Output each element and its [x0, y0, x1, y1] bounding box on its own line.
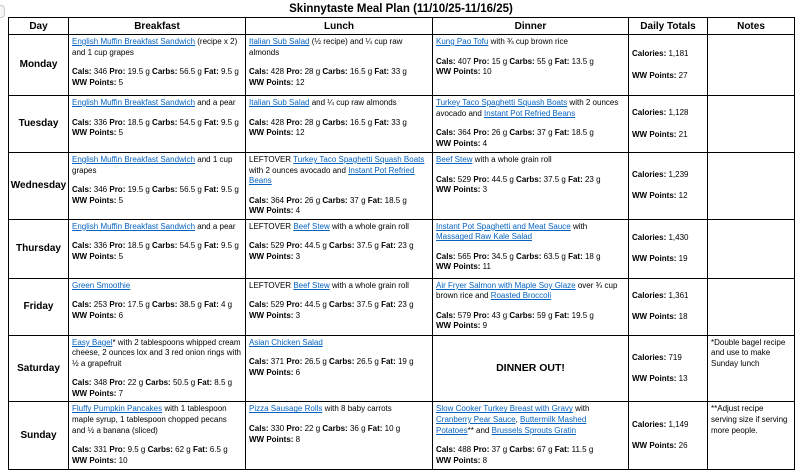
recipe-link[interactable]: Slow Cooker Turkey Breast with Gravy [436, 404, 573, 414]
recipe-link[interactable]: Pizza Sausage Rolls [249, 404, 323, 414]
dinner-cell-friday [433, 278, 629, 335]
calories-total: Calories: 1,239 [632, 169, 689, 179]
daily-totals-cell-sunday [629, 402, 708, 470]
ww-points-total: WW Points: 21 [632, 129, 688, 139]
macros-line: Cals: 364 Pro: 26 g Carbs: 37 g Fat: 18.5 g [249, 195, 407, 205]
calories-total: Calories: 1,181 [632, 48, 689, 58]
ww-points-line: WW Points: 6 [249, 367, 301, 377]
calories-total: Calories: 1,361 [632, 290, 689, 300]
meal-description [72, 281, 242, 292]
macros-line: Cals: 346 Pro: 19.5 g Carbs: 56.5 g Fat: 9.5 g [72, 185, 239, 195]
ww-points-line: WW Points: 5 [72, 195, 124, 205]
day-cell-tuesday: Tuesday [9, 96, 69, 153]
meal-description: Italian Sub Salad (½ recipe) and ¼ cup raw almonds [249, 37, 403, 57]
meal-description: Italian Sub Salad and ¼ cup raw almonds [249, 98, 397, 107]
meal-row-tuesday [9, 96, 795, 153]
meal-description: LEFTOVER Beef Stew with a whole grain roll [249, 221, 409, 231]
col-header-day: Day [9, 18, 69, 35]
daily-totals-cell-thursday [629, 219, 708, 278]
breakfast-cell-tuesday [69, 96, 246, 153]
ww-points-line: WW Points: 11 [436, 262, 491, 272]
recipe-link[interactable]: Buttermilk Mashed Potatoes [436, 415, 587, 435]
macros-line: Cals: 565 Pro: 34.5 g Carbs: 63.5 g Fat: 18 g [436, 251, 601, 261]
ww-points-line: WW Points: 5 [72, 251, 124, 261]
recipe-link[interactable]: Cranberry Pear Sauce [436, 415, 516, 425]
recipe-link[interactable]: English Muffin Breakfast Sandwich [72, 221, 196, 231]
header-row [9, 18, 795, 35]
macros-line: Cals: 529 Pro: 44.5 g Carbs: 37.5 g Fat: 23 g [249, 241, 414, 251]
recipe-link[interactable]: Easy Bagel [72, 337, 113, 347]
meal-row-wednesday [9, 153, 795, 220]
meal-description: Fluffy Pumpkin Pancakes with 1 tablespoon maple syrup, 1 tablespoon chopped pecans and ½ a banana (sliced) [72, 404, 227, 435]
macros-line: Cals: 579 Pro: 43 g Carbs: 59 g Fat: 19.5 g [436, 310, 594, 320]
window-edge-fragment [0, 5, 5, 18]
recipe-link[interactable]: Beef Stew [293, 280, 330, 290]
recipe-link[interactable]: Turkey Taco Spaghetti Squash Boats [293, 155, 425, 164]
dinner-cell-thursday [433, 219, 629, 278]
ww-points-line: WW Points: 8 [436, 455, 488, 465]
recipe-link[interactable]: Instant Pot Spaghetti and Meat Sauce [436, 221, 571, 231]
col-header-breakfast: Breakfast [69, 18, 246, 35]
notes-cell-sunday: **Adjust recipe serving size if serving more people. [708, 402, 795, 470]
recipe-link[interactable]: Beef Stew [293, 221, 330, 231]
notes-cell-tuesday [708, 96, 795, 153]
meal-description: Pizza Sausage Rolls with 8 baby carrots [249, 404, 392, 414]
meal-description [249, 338, 429, 349]
meal-description: Instant Pot Spaghetti and Meat Sauce with Massaged Raw Kale Salad [436, 221, 588, 242]
notes-cell-wednesday [708, 153, 795, 220]
lunch-cell-sunday [246, 402, 433, 470]
meal-description: Kung Pao Tofu with ¾ cup brown rice [436, 37, 568, 46]
meal-description: LEFTOVER Beef Stew with a whole grain roll [249, 280, 409, 290]
meal-description: English Muffin Breakfast Sandwich and a pear [72, 98, 236, 107]
ww-points-line: WW Points: 12 [249, 128, 305, 138]
breakfast-cell-friday [69, 278, 246, 335]
recipe-link[interactable]: Green Smoothie [72, 280, 131, 290]
meal-description: LEFTOVER Turkey Taco Spaghetti Squash Boats with 2 ounces avocado and Instant Pot Refried Beans [249, 155, 425, 186]
table-header [9, 18, 795, 35]
day-cell-sunday: Sunday [9, 402, 69, 470]
day-cell-thursday: Thursday [9, 219, 69, 278]
recipe-link[interactable]: English Muffin Breakfast Sandwich [72, 155, 196, 164]
meal-description: English Muffin Breakfast Sandwich and a pear [72, 221, 236, 231]
ww-points-line: WW Points: 4 [436, 138, 488, 148]
dinner-cell-sunday [433, 402, 629, 470]
daily-totals-cell-tuesday [629, 96, 708, 153]
daily-totals-cell-friday [629, 278, 708, 335]
ww-points-line: WW Points: 10 [436, 67, 492, 77]
recipe-link[interactable]: Italian Sub Salad [249, 37, 310, 46]
lunch-cell-friday [246, 278, 433, 335]
lunch-cell-saturday [246, 335, 433, 402]
day-cell-monday: Monday [9, 35, 69, 96]
macros-line: Cals: 428 Pro: 28 g Carbs: 16.5 g Fat: 33 g [249, 67, 407, 77]
ww-points-line: WW Points: 8 [249, 434, 301, 444]
calories-total: Calories: 1,149 [632, 419, 689, 429]
dinner-out-label: DINNER OUT! [496, 361, 565, 374]
col-header-daily-totals: Daily Totals [629, 18, 708, 35]
day-cell-friday: Friday [9, 278, 69, 335]
meal-table-rows [9, 35, 795, 470]
ww-points-line: WW Points: 7 [72, 388, 124, 398]
recipe-link[interactable]: English Muffin Breakfast Sandwich [72, 98, 196, 107]
recipe-link[interactable]: Roasted Broccoli [490, 291, 552, 301]
meal-description: Beef Stew with a whole grain roll [436, 155, 552, 164]
daily-totals-cell-monday [629, 35, 708, 96]
meal-description: Turkey Taco Spaghetti Squash Boats with 2 ounces avocado and Instant Pot Refried Beans [436, 98, 619, 118]
ww-points-line: WW Points: 9 [436, 321, 488, 331]
lunch-cell-wednesday [246, 153, 433, 220]
col-header-notes: Notes [708, 18, 795, 35]
recipe-link[interactable]: Fluffy Pumpkin Pancakes [72, 404, 163, 414]
meal-description: English Muffin Breakfast Sandwich and 1 cup grapes [72, 155, 233, 175]
col-header-dinner: Dinner [433, 18, 629, 35]
meal-row-thursday [9, 219, 795, 278]
day-cell-saturday: Saturday [9, 335, 69, 402]
meal-description: Air Fryer Salmon with Maple Soy Glaze over ¾ cup brown rice and Roasted Broccoli [436, 280, 618, 301]
notes-cell-saturday: *Double bagel recipe and use to make Sunday lunch [708, 335, 795, 402]
macros-line: Cals: 529 Pro: 44.5 g Carbs: 37.5 g Fat: 23 g [249, 300, 414, 310]
ww-points-total: WW Points: 19 [632, 254, 688, 264]
meal-description: Easy Bagel* with 2 tablespoons whipped cream cheese, 2 ounces lox and 3 red onion rings with ½ a grapefruit [72, 337, 241, 368]
macros-line: Cals: 330 Pro: 22 g Carbs: 36 g Fat: 10 g [249, 424, 401, 434]
calories-total: Calories: 1,128 [632, 107, 689, 117]
ww-points-line: WW Points: 5 [72, 77, 124, 87]
recipe-link[interactable]: Asian Chicken Salad [249, 337, 323, 347]
recipe-link[interactable]: Kung Pao Tofu [436, 37, 489, 46]
breakfast-cell-sunday [69, 402, 246, 470]
macros-line: Cals: 253 Pro: 17.5 g Carbs: 38.5 g Fat: 4 g [72, 300, 233, 310]
ww-points-total: WW Points: 18 [632, 312, 688, 322]
macros-line: Cals: 336 Pro: 18.5 g Carbs: 54.5 g Fat: 9.5 g [72, 241, 239, 251]
recipe-link[interactable]: Brussels Sprouts Gratin [491, 425, 577, 435]
page-title: Skinnytaste Meal Plan (11/10/25-11/16/25) [289, 3, 513, 15]
macros-line: Cals: 488 Pro: 37 g Carbs: 67 g Fat: 11.5 g [436, 445, 594, 455]
ww-points-total: WW Points: 26 [632, 441, 688, 451]
lunch-cell-tuesday [246, 96, 433, 153]
meal-plan-table [8, 17, 795, 470]
ww-points-line: WW Points: 4 [249, 206, 301, 216]
macros-line: Cals: 346 Pro: 19.5 g Carbs: 56.5 g Fat: 9.5 g [72, 67, 239, 77]
meal-description: English Muffin Breakfast Sandwich (recipe x 2) and 1 cup grapes [72, 37, 238, 57]
recipe-link[interactable]: Instant Pot Refried Beans [484, 108, 576, 118]
ww-points-total: WW Points: 27 [632, 70, 688, 80]
recipe-link[interactable]: Beef Stew [436, 155, 473, 164]
ww-points-line: WW Points: 12 [249, 77, 305, 87]
ww-points-line: WW Points: 3 [436, 185, 488, 195]
ww-points-line: WW Points: 5 [72, 128, 124, 138]
notes-cell-monday [708, 35, 795, 96]
meal-row-sunday [9, 402, 795, 470]
meal-description: Slow Cooker Turkey Breast with Gravy with Cranberry Pear Sauce, Buttermilk Mashed Potatoes** and Brussels Sprouts Gratin [436, 404, 590, 435]
recipe-link[interactable]: Massaged Raw Kale Salad [436, 232, 533, 242]
recipe-link[interactable]: English Muffin Breakfast Sandwich [72, 37, 196, 46]
ww-points-total: WW Points: 13 [632, 374, 688, 384]
dinner-cell-saturday [433, 335, 629, 402]
macros-line: Cals: 407 Pro: 15 g Carbs: 55 g Fat: 13.5 g [436, 56, 594, 66]
day-cell-wednesday: Wednesday [9, 153, 69, 220]
macros-line: Cals: 348 Pro: 22 g Carbs: 50.5 g Fat: 8.5 g [72, 378, 233, 388]
notes-cell-thursday [708, 219, 795, 278]
ww-points-line: WW Points: 3 [249, 310, 301, 320]
lunch-cell-monday [246, 35, 433, 96]
recipe-link[interactable]: Italian Sub Salad [249, 98, 310, 107]
ww-points-line: WW Points: 3 [249, 251, 301, 261]
daily-totals-cell-wednesday [629, 153, 708, 220]
meal-row-monday [9, 35, 795, 96]
breakfast-cell-wednesday [69, 153, 246, 220]
meal-row-friday [9, 278, 795, 335]
col-header-lunch: Lunch [246, 18, 433, 35]
dinner-cell-wednesday [433, 153, 629, 220]
macros-line: Cals: 428 Pro: 28 g Carbs: 16.5 g Fat: 33 g [249, 117, 407, 127]
notes-cell-friday [708, 278, 795, 335]
breakfast-cell-monday [69, 35, 246, 96]
calories-total: Calories: 1,430 [632, 232, 689, 242]
recipe-link[interactable]: Turkey Taco Spaghetti Squash Boats [436, 98, 568, 107]
macros-line: Cals: 364 Pro: 26 g Carbs: 37 g Fat: 18.5 g [436, 128, 594, 138]
ww-points-line: WW Points: 10 [72, 455, 128, 465]
macros-line: Cals: 529 Pro: 44.5 g Carbs: 37.5 g Fat: 23 g [436, 174, 601, 184]
breakfast-cell-thursday [69, 219, 246, 278]
breakfast-cell-saturday [69, 335, 246, 402]
dinner-cell-monday [433, 35, 629, 96]
dinner-cell-tuesday [433, 96, 629, 153]
macros-line: Cals: 371 Pro: 26.5 g Carbs: 26.5 g Fat: 19 g [249, 357, 414, 367]
macros-line: Cals: 336 Pro: 18.5 g Carbs: 54.5 g Fat: 9.5 g [72, 117, 239, 127]
calories-total: Calories: 719 [632, 352, 682, 362]
ww-points-line: WW Points: 6 [72, 310, 124, 320]
recipe-link[interactable]: Instant Pot Refried Beans [249, 165, 415, 186]
daily-totals-cell-saturday [629, 335, 708, 402]
meal-row-saturday [9, 335, 795, 402]
macros-line: Cals: 331 Pro: 9.5 g Carbs: 62 g Fat: 6.5 g [72, 445, 228, 455]
ww-points-total: WW Points: 12 [632, 191, 688, 201]
recipe-link[interactable]: Air Fryer Salmon with Maple Soy Glaze [436, 280, 576, 290]
lunch-cell-thursday [246, 219, 433, 278]
